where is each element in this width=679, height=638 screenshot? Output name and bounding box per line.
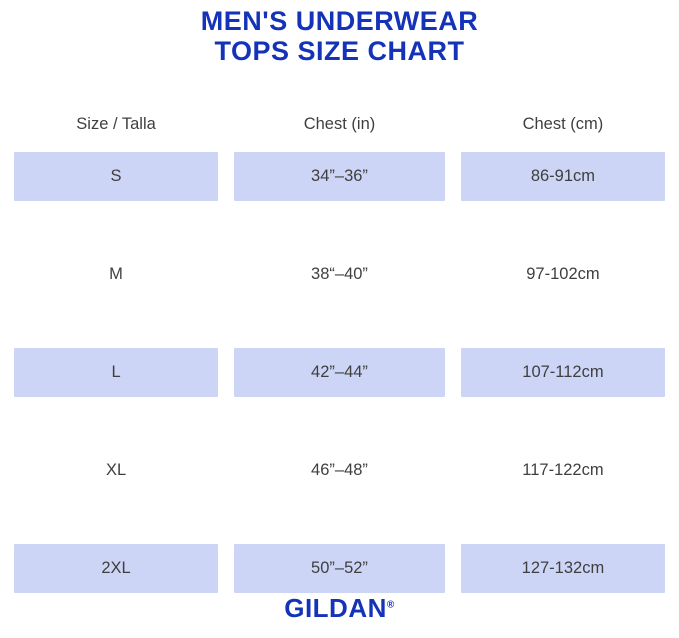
cell-size — [6, 446, 226, 495]
row-spacer — [6, 299, 673, 348]
table-row — [6, 446, 673, 495]
cell-chest-cm — [453, 152, 673, 201]
cell-size-value: L — [14, 348, 218, 397]
title-line-2: TOPS SIZE CHART — [214, 36, 465, 66]
cell-chest-cm-value: 107-112cm — [461, 348, 665, 397]
cell-chest-cm-value: 117-122cm — [522, 461, 604, 479]
table-header-row — [6, 96, 673, 152]
cell-chest-in-value: 50”–52” — [234, 544, 445, 593]
table-row — [6, 348, 673, 397]
cell-size — [6, 544, 226, 593]
table-row — [6, 544, 673, 593]
cell-size-value: 2XL — [14, 544, 218, 593]
page-title — [0, 0, 679, 66]
table-row — [6, 152, 673, 201]
column-header-chest-cm: Chest (cm) — [522, 114, 604, 133]
column-header-chest-in: Chest (in) — [303, 114, 376, 133]
cell-size-value: XL — [105, 461, 127, 479]
row-spacer — [6, 201, 673, 250]
cell-chest-in — [226, 348, 453, 397]
cell-chest-cm — [453, 250, 673, 299]
row-spacer — [6, 397, 673, 446]
cell-chest-in — [226, 544, 453, 593]
size-table-wrap — [0, 96, 679, 593]
row-spacer — [6, 495, 673, 544]
cell-chest-in-value: 38“–40” — [311, 265, 368, 283]
cell-chest-in — [226, 250, 453, 299]
cell-chest-in — [226, 446, 453, 495]
cell-chest-in — [226, 152, 453, 201]
footer — [0, 593, 679, 638]
registered-mark: ® — [386, 599, 395, 611]
table-row — [6, 250, 673, 299]
brand-logo — [284, 593, 395, 624]
cell-size — [6, 348, 226, 397]
cell-chest-in-value: 34”–36” — [234, 152, 445, 201]
cell-chest-cm-value: 127-132cm — [461, 544, 665, 593]
cell-chest-cm — [453, 348, 673, 397]
size-chart-table — [6, 96, 673, 593]
cell-chest-in-value: 42”–44” — [234, 348, 445, 397]
cell-chest-cm-value: 97-102cm — [526, 265, 600, 283]
cell-chest-cm-value: 86-91cm — [461, 152, 665, 201]
cell-size — [6, 152, 226, 201]
title-line-1: MEN'S UNDERWEAR — [200, 6, 479, 36]
cell-size — [6, 250, 226, 299]
cell-chest-cm — [453, 446, 673, 495]
cell-chest-in-value: 46”–48” — [311, 461, 368, 479]
column-header-size: Size / Talla — [76, 114, 156, 133]
cell-chest-cm — [453, 544, 673, 593]
cell-size-value: M — [109, 265, 123, 283]
cell-size-value: S — [14, 152, 218, 201]
brand-name: GILDAN — [284, 593, 387, 623]
